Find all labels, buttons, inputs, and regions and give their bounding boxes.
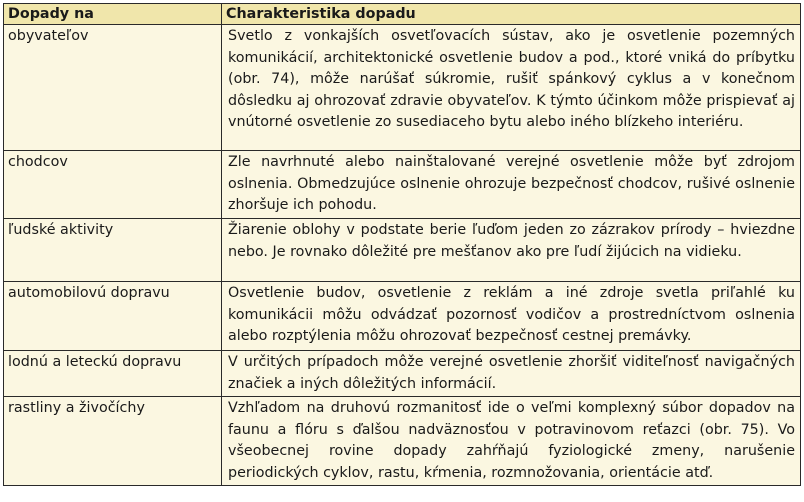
impact-table: [3, 3, 801, 486]
row-description: Osvetlenie budov, osvetlenie z reklám a iné zdroje svetla priľahlé ku komunikácii môžu odvádzať pozornosť vodičov a prostredníctvom oslnenia alebo rozptýlenia môžu ohrozovať bezpečnosť cestnej premávky.: [222, 282, 801, 351]
row-target: automobilovú dopravu: [4, 282, 222, 351]
table-row: [4, 397, 801, 486]
row-target: obyvateľov: [4, 25, 222, 151]
row-description: Vzhľadom na druhovú rozmanitosť ide o veľmi komplexný súbor dopadov na faunu a flóru s ďalšou nadväznosťou v potravinovom reťazci (obr. 75). Vo všeobecnej rovine dopady zahŕňajú fyziologické zmeny, narušenie periodických cyklov, rastu, kŕmenia, rozmnožovania, orientácie atď.: [222, 397, 801, 486]
table-row: [4, 151, 801, 219]
row-target: rastliny a živočíchy: [4, 397, 222, 486]
header-row: [4, 4, 801, 25]
table-row: [4, 351, 801, 397]
table-row: [4, 25, 801, 151]
table-row: [4, 219, 801, 282]
row-target: chodcov: [4, 151, 222, 219]
row-target: lodnú a leteckú dopravu: [4, 351, 222, 397]
table-row: [4, 282, 801, 351]
header-impact-on: Dopady na: [4, 4, 222, 25]
row-description: Svetlo z vonkajších osvetľovacích sústav, ako je osvetlenie pozemných komunikácií, architektonické osvetlenie budov a pod., ktoré vniká do príbytku (obr. 74), môže narúšať súkromie, rušiť spánkový cyklus a v konečnom dôsledku aj ohrozovať zdravie obyvateľov. K týmto účinkom môže prispievať aj vnútorné osvetlenie zo susediaceho bytu alebo iného blízkeho interiéru.: [222, 25, 801, 151]
row-description: V určitých prípadoch môže verejné osvetlenie zhoršiť viditeľnosť navigačných značiek a iných dôležitých informácií.: [222, 351, 801, 397]
header-impact-characteristic: Charakteristika dopadu: [222, 4, 801, 25]
row-description: Žiarenie oblohy v podstate berie ľuďom jeden zo zázrakov prírody – hviezdne nebo. Je rovnako dôležité pre mešťanov ako pre ľudí žijúcich na vidieku.: [222, 219, 801, 282]
row-target: ľudské aktivity: [4, 219, 222, 282]
row-description: Zle navrhnuté alebo nainštalované verejné osvetlenie môže byť zdrojom oslnenia. Obmedzujúce oslnenie ohrozuje bezpečnosť chodcov, rušivé oslnenie zhoršuje ich pohodu.: [222, 151, 801, 219]
